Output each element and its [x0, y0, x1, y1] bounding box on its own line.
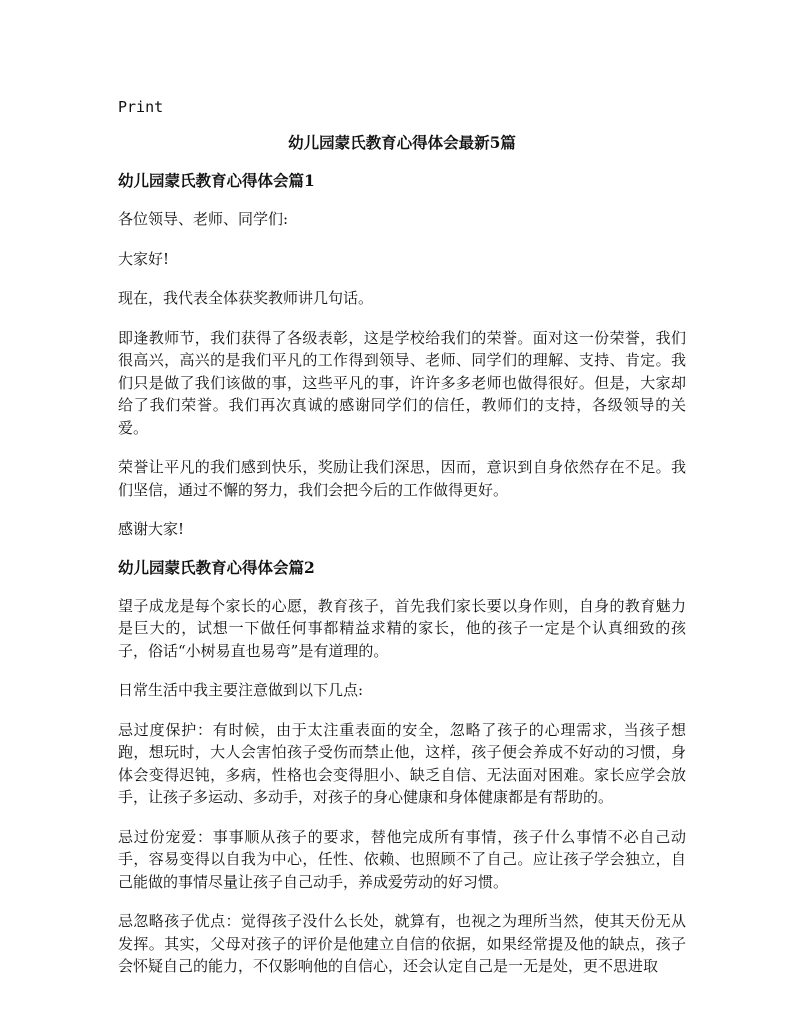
paragraph: 忌过份宠爱：事事顺从孩子的要求，替他完成所有事情，孩子什么事情不必自己动手，容易变得以自我为中心，任性、依赖、也照顾不了自己。应让孩子学会独立，自己能做的事情尽量让孩子自己动手，养成爱劳动的好习惯。	[118, 827, 686, 891]
section-1	[118, 171, 686, 541]
paragraph: 大家好!	[118, 249, 170, 268]
paragraph: 各位领导、老师、同学们:	[118, 210, 289, 228]
paragraph: 望子成龙是每个家长的心愿，教育孩子，首先我们家长要以身作则，自身的教育魅力是巨大的，试想一下做任何事都精益求精的家长，他的孩子一定是个认真细致的孩子，俗话“小树易直也易弯”是有道理的。	[118, 596, 686, 660]
section-heading: 幼儿园蒙氏教育心得体会篇1	[118, 171, 315, 190]
paragraph: 即逢教师节，我们获得了各级表彰，这是学校给我们的荣誉。面对这一份荣誉，我们很高兴，高兴的是我们平凡的工作得到领导、老师、同学们的理解、支持、肯定。我们只是做了我们该做的事，这些平凡的事，许许多多老师也做得很好。但是，大家却给了我们荣誉。我们再次真诚的感谢同学们的信任，教师们的支持，各级领导的关爱。	[118, 328, 686, 437]
section-heading: 幼儿园蒙氏教育心得体会篇2	[118, 557, 315, 577]
paragraph: 日常生活中我主要注意做到以下几点:	[118, 681, 364, 699]
print-link[interactable]: Print	[118, 98, 164, 116]
paragraph: 感谢大家!	[118, 520, 185, 538]
paragraph: 荣誉让平凡的我们感到快乐，奖励让我们深思，因而，意识到自身依然存在不足。我们坚信，通过不懈的努力，我们会把今后的工作做得更好。	[118, 458, 686, 499]
paragraph: 忌过度保护：有时候，由于太注重表面的安全，忽略了孩子的心理需求，当孩子想跑，想玩时，大人会害怕孩子受伤而禁止他，这样，孩子便会养成不好动的习惯，身体会变得迟钝，多病，性格也会变得胆小、缺乏自信、无法面对困难。家长应学会放手，让孩子多运动、多动手，对孩子的身心健康和身体健康都是有帮助的。	[118, 720, 686, 806]
document-title: 幼儿园蒙氏教育心得体会最新5篇	[288, 133, 516, 152]
section-2	[118, 558, 686, 978]
paragraph: 忌忽略孩子优点：觉得孩子没什么长处，就算有，也视之为理所当然，使其天份无从发挥。其实，父母对孩子的评价是他建立自信的依据，如果经常提及他的缺点，孩子会怀疑自己的能力，不仅影响他的自信心，还会认定自己是一无是处，更不思进取	[118, 912, 686, 975]
paragraph: 现在，我代表全体获奖教师讲几句话。	[118, 289, 374, 307]
